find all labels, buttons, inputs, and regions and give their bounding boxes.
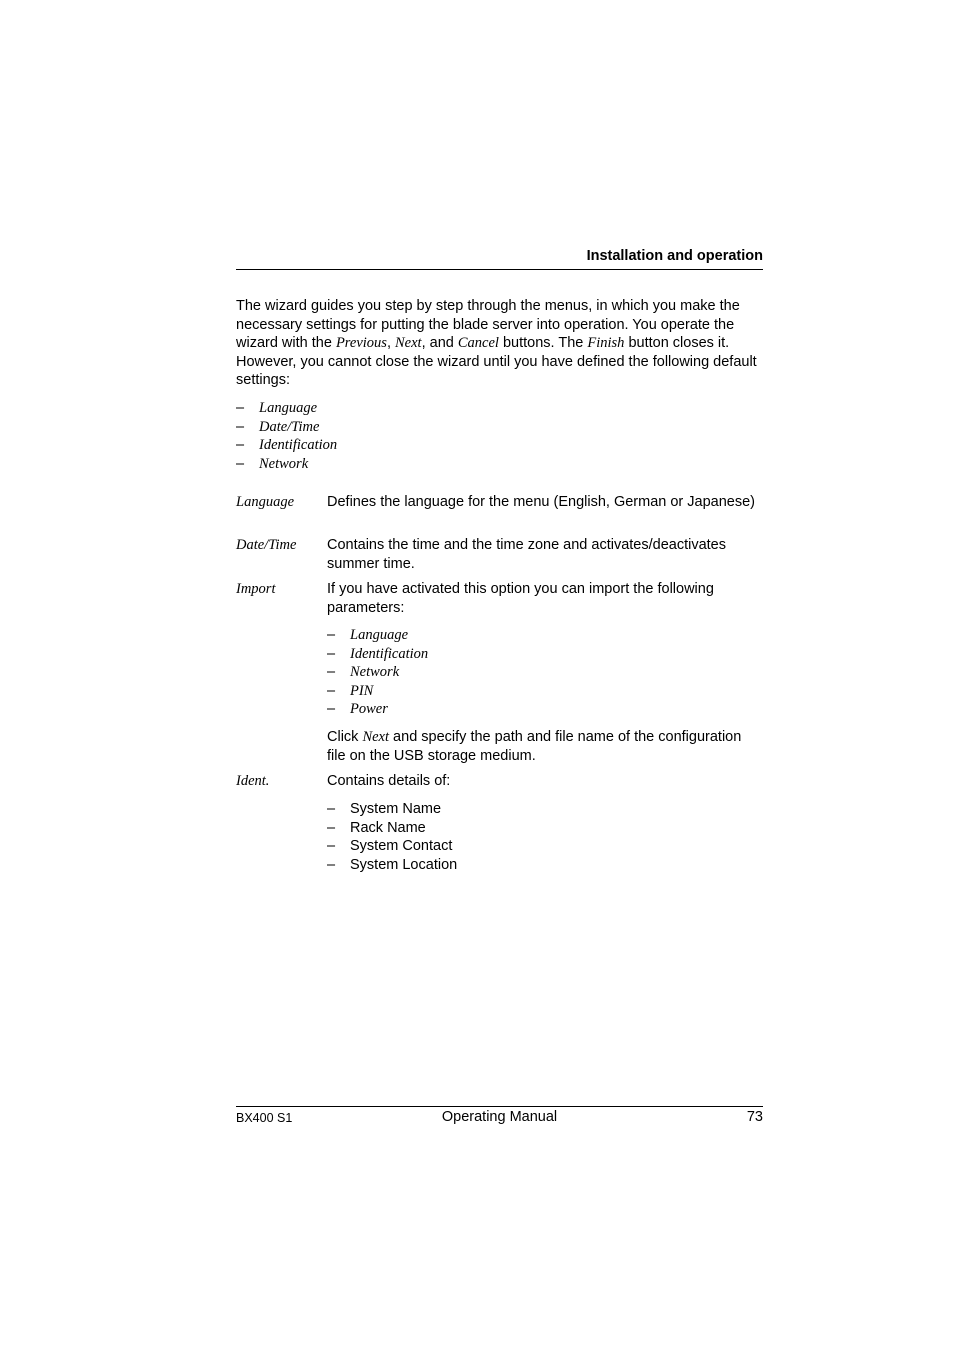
- import-params-list: [327, 626, 763, 719]
- page-number: 73: [746, 1109, 763, 1125]
- list-item: – Language: [236, 400, 317, 416]
- footer-model: BX400 S1: [236, 1111, 293, 1125]
- list-item: – Date/Time: [236, 418, 320, 435]
- next-button-ref: Next: [395, 335, 422, 351]
- desc-datetime: Contains the time and the time zone and activates/deactivates summer time.: [327, 537, 726, 572]
- desc-import: If you have activated this option you can import the following parameters:: [327, 581, 714, 616]
- default-settings-list: [236, 399, 337, 473]
- cancel-button-ref: Cancel: [457, 335, 499, 351]
- term-import: Import: [236, 581, 276, 597]
- list-item: – Rack Name: [327, 819, 426, 836]
- list-item: – Language: [327, 627, 408, 643]
- list-item: – System Contact: [327, 838, 453, 854]
- list-item: – Identification: [327, 645, 429, 662]
- term-datetime: Date/Time: [236, 537, 297, 553]
- desc-ident: Contains details of:: [327, 773, 451, 789]
- header-rule: [236, 269, 763, 270]
- next-button-ref: Next: [362, 729, 390, 745]
- list-item: – PIN: [327, 682, 374, 699]
- list-item: – System Location: [327, 856, 458, 873]
- list-item: – Network: [236, 455, 309, 472]
- import-click-next-note: Click Next and specify the path and file name of the configuration file on the USB storage medium.: [327, 729, 742, 764]
- intro-paragraph: The wizard guides you step by step through the menus, in which you make the necessary settings for putting the blade server into operation. You operate the wizard with the Previous, Next, and Cancel buttons. The Finish button closes it. However, you cannot close the wizard until you have defined the following default settings:: [236, 298, 757, 388]
- footer-rule: [236, 1106, 763, 1107]
- list-item: – Network: [327, 664, 400, 680]
- previous-button-ref: Previous: [335, 335, 387, 351]
- list-item: – System Name: [327, 801, 442, 817]
- ident-details-list: [327, 800, 763, 874]
- desc-language: Defines the language for the menu (English, German or Japanese): [327, 494, 755, 510]
- footer-title: Operating Manual: [441, 1109, 558, 1125]
- section-header: Installation and operation: [586, 248, 763, 264]
- term-language: Language: [236, 494, 294, 510]
- list-item: – Power: [327, 701, 388, 717]
- list-item: – Identification: [236, 437, 338, 453]
- term-ident: Ident.: [236, 773, 270, 789]
- finish-button-ref: Finish: [587, 335, 625, 351]
